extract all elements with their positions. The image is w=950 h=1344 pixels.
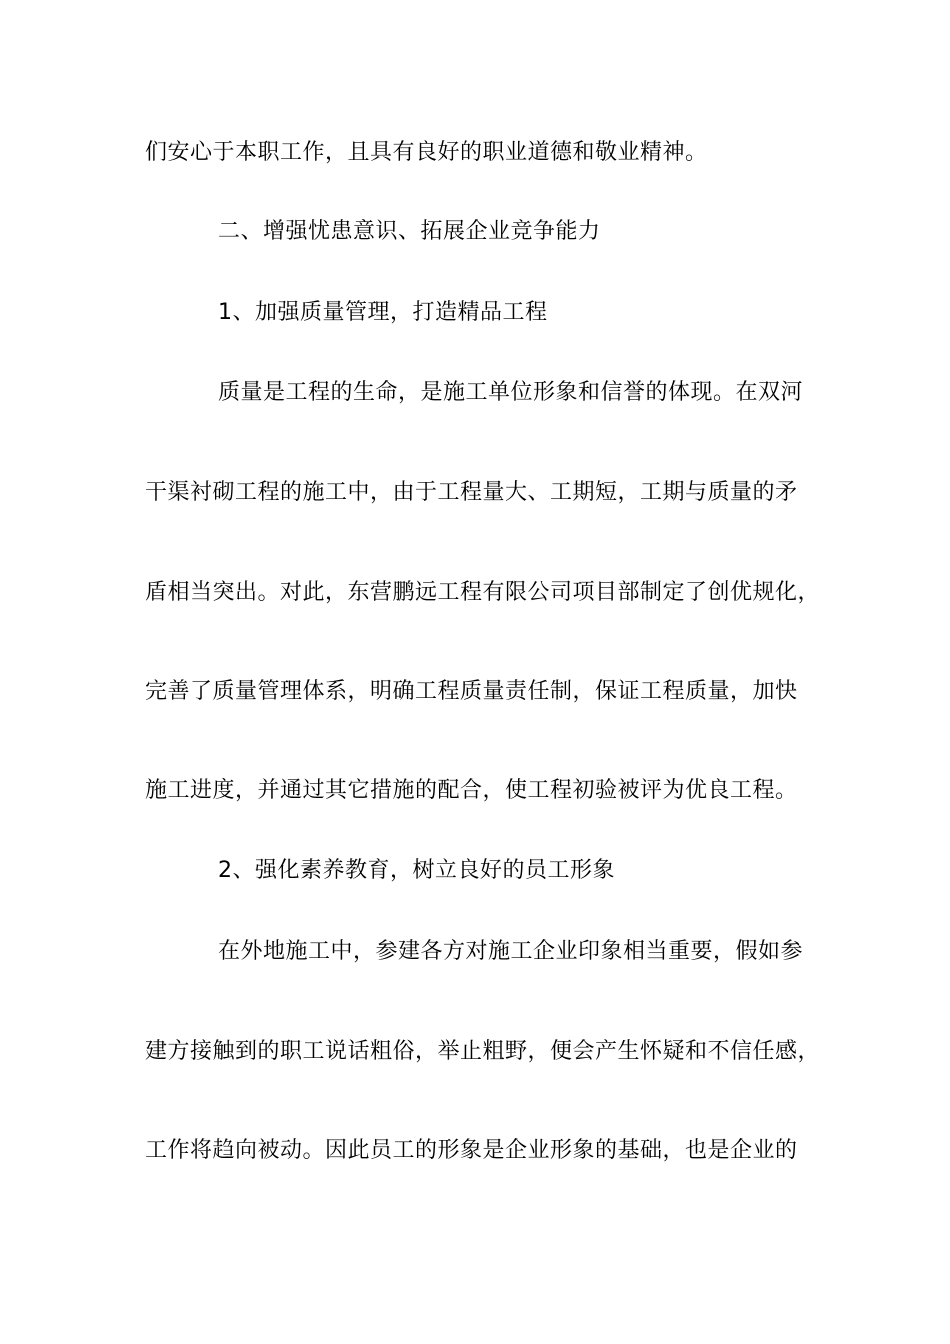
- paragraph-line: 质量是工程的生命，是施工单位形象和信誉的体现。在双河: [218, 380, 804, 405]
- paragraph-line: 工作将趋向被动。因此员工的形象是企业形象的基础，也是企业的: [145, 1138, 798, 1163]
- paragraph-line: 完善了质量管理体系，明确工程质量责任制，保证工程质量，加快: [145, 679, 798, 704]
- paragraph-line: 干渠衬砌工程的施工中，由于工程量大、工期短，工期与质量的矛: [145, 480, 798, 505]
- paragraph-line: 建方接触到的职工说话粗俗，举止粗野，便会产生怀疑和不信任感，: [145, 1039, 821, 1064]
- paragraph-line: 在外地施工中，参建各方对施工企业印象相当重要，假如参: [218, 939, 804, 964]
- paragraph-line: 盾相当突出。对此，东营鹏远工程有限公司项目部制定了创优规化，: [145, 580, 821, 605]
- subsection-heading: 2、强化素养教育，树立良好的员工形象: [218, 858, 615, 883]
- paragraph-line: 施工进度，并通过其它措施的配合，使工程初验被评为优良工程。: [145, 778, 798, 803]
- paragraph-line: 们安心于本职工作，且具有良好的职业道德和敬业精神。: [145, 140, 708, 165]
- subsection-heading: 1、加强质量管理，打造精品工程: [218, 300, 548, 325]
- section-heading: 二、增强忧患意识、拓展企业竞争能力: [218, 219, 601, 244]
